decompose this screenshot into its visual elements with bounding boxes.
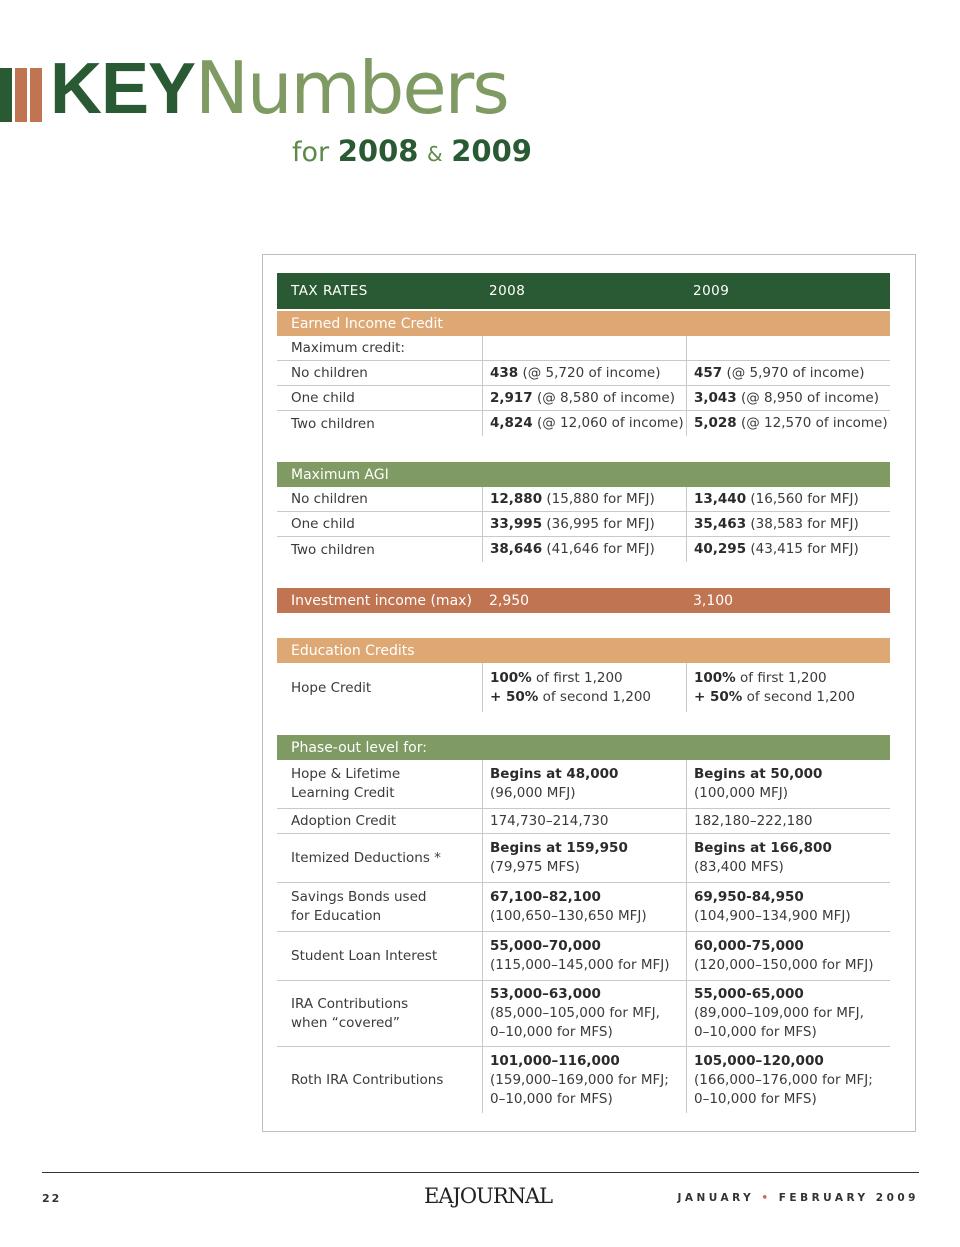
row-label-line: IRA Contributions — [291, 995, 409, 1012]
section-label: Education Credits — [291, 642, 415, 659]
header-color-bars — [0, 68, 45, 122]
value-bold: 13,440 — [694, 490, 747, 507]
cell-2009 — [686, 386, 890, 410]
section-investment-income — [277, 588, 890, 613]
value-bold: 100% — [694, 669, 736, 686]
row-label: Two children — [291, 541, 375, 558]
section-education-credits — [277, 638, 890, 663]
cell-2009 — [686, 512, 890, 536]
row-label: Two children — [291, 415, 375, 432]
cell-2009 — [686, 537, 890, 562]
value-rest: (115,000–145,000 for MFJ) — [490, 957, 670, 973]
cell-2009 — [686, 809, 890, 833]
value-rest: (89,000–109,000 for MFJ, — [694, 1005, 864, 1021]
date-separator: • — [761, 1192, 772, 1204]
value-bold: 33,995 — [490, 515, 543, 532]
value-rest: (@ 5,720 of income) — [518, 364, 661, 381]
spacer — [277, 436, 890, 462]
value-rest: (38,583 for MFJ) — [746, 515, 859, 532]
value-rest: of first 1,200 — [735, 669, 827, 686]
value-bold: 69,950-84,950 — [694, 889, 804, 905]
table-row — [277, 883, 890, 932]
row-label: One child — [291, 390, 355, 406]
value-bold: Begins at 50,000 — [694, 766, 823, 782]
investment-2009: 3,100 — [693, 592, 734, 609]
value-bold: 3,043 — [694, 389, 737, 406]
header-tax-rates: TAX RATES — [291, 283, 368, 299]
row-label — [277, 760, 482, 808]
value-rest: (16,560 for MFJ) — [746, 490, 859, 507]
row-label: Student Loan Interest — [291, 948, 438, 964]
value-bold: 12,880 — [490, 490, 543, 507]
cell-2008 — [482, 487, 686, 511]
value-bold: 2,917 — [490, 389, 533, 406]
page-number: 22 — [42, 1192, 62, 1205]
row-label: No children — [291, 365, 368, 381]
value-rest: (83,400 MFS) — [694, 859, 784, 875]
cell-2009 — [686, 411, 890, 436]
page-subtitle — [292, 134, 532, 168]
value-rest: (15,880 for MFJ) — [542, 490, 655, 507]
row-label-line: for Education — [291, 908, 382, 924]
subtitle-for: for — [292, 137, 330, 168]
row-label — [277, 981, 482, 1046]
section-phase-out — [277, 735, 890, 760]
cell-2008 — [482, 883, 686, 931]
header-2009: 2009 — [693, 283, 730, 299]
cell-2009 — [686, 834, 890, 882]
table-row — [277, 386, 890, 411]
value-bold: Begins at 159,950 — [490, 840, 628, 856]
table-row — [277, 487, 890, 512]
value-rest: 182,180–222,180 — [694, 812, 813, 829]
cell-2009 — [686, 1047, 890, 1113]
value-rest: (100,000 MFJ) — [694, 785, 789, 801]
row-label: Adoption Credit — [291, 813, 397, 829]
row-label: One child — [291, 516, 355, 532]
table-row — [277, 760, 890, 809]
value-rest: (@ 8,950 of income) — [736, 389, 880, 406]
table-row — [277, 809, 890, 834]
cell-2009 — [686, 336, 890, 360]
value-rest: 0–10,000 for MFS) — [490, 1024, 613, 1040]
section-label: Earned Income Credit — [291, 315, 443, 332]
value-bold: + 50% — [694, 688, 743, 705]
value-rest: (43,415 for MFJ) — [746, 541, 859, 557]
cell-2009 — [686, 760, 890, 808]
subtitle-year-2009: 2009 — [451, 134, 532, 168]
cell-2008 — [482, 336, 686, 360]
section-label: Phase-out level for: — [291, 739, 427, 756]
cell-2008 — [482, 411, 686, 436]
issue-month-start: JANUARY — [677, 1192, 755, 1204]
value-bold: 101,000–116,000 — [490, 1052, 620, 1069]
value-rest: 0–10,000 for MFS) — [490, 1090, 613, 1107]
spacer — [277, 613, 890, 638]
cell-2009 — [686, 663, 890, 712]
row-label: No children — [291, 491, 368, 507]
value-bold: Begins at 48,000 — [490, 766, 619, 782]
value-rest: (120,000–150,000 for MFJ) — [694, 957, 874, 973]
table-row — [277, 663, 890, 712]
value-rest: (166,000–176,000 for MFJ; — [694, 1071, 873, 1088]
cell-2009 — [686, 487, 890, 511]
title-numbers: Numbers — [195, 46, 508, 130]
section-label: Investment income (max) — [291, 592, 472, 609]
row-label-line: Savings Bonds used — [291, 889, 427, 905]
value-bold: 55,000–70,000 — [490, 938, 601, 954]
subtitle-year-2008: 2008 — [337, 134, 419, 168]
value-rest: 0–10,000 for MFS) — [694, 1090, 817, 1107]
row-label-line: Learning Credit — [291, 785, 395, 801]
value-rest: (96,000 MFJ) — [490, 785, 576, 801]
value-rest: (41,646 for MFJ) — [542, 541, 655, 557]
spacer — [277, 562, 890, 588]
table-row — [277, 361, 890, 386]
issue-month-end: FEBRUARY 2009 — [778, 1192, 919, 1204]
row-label-line: when “covered” — [291, 1014, 400, 1031]
spacer — [277, 712, 890, 735]
value-bold: 53,000–63,000 — [490, 986, 601, 1002]
value-bold: 40,295 — [694, 541, 747, 557]
value-bold: 35,463 — [694, 515, 747, 532]
journal-logo: EAJOURNAL — [424, 1184, 553, 1208]
cell-2008 — [482, 361, 686, 385]
table-row — [277, 411, 890, 436]
investment-2008: 2,950 — [489, 592, 530, 609]
table-row — [277, 336, 890, 361]
value-bold: 38,646 — [490, 541, 543, 557]
value-bold: 457 — [694, 364, 723, 381]
header-2008: 2008 — [489, 283, 526, 299]
table-row — [277, 537, 890, 562]
section-label: Maximum AGI — [291, 466, 389, 483]
value-bold: 55,000-65,000 — [694, 986, 804, 1002]
value-rest: (@ 8,580 of income) — [532, 389, 676, 406]
key-numbers-table — [277, 273, 890, 1113]
row-label-line: Hope & Lifetime — [291, 766, 401, 782]
table-row — [277, 981, 890, 1047]
rust-bar — [15, 68, 27, 122]
value-bold: + 50% — [490, 688, 539, 705]
cell-2008 — [482, 1047, 686, 1113]
value-rest: (@ 12,570 of income) — [736, 415, 888, 431]
table-header-row — [277, 273, 890, 309]
row-label: Hope Credit — [291, 679, 372, 696]
table-row — [277, 1047, 890, 1113]
title-key: KEY — [50, 49, 196, 129]
value-rest: (85,000–105,000 for MFJ, — [490, 1005, 660, 1021]
cell-2008 — [482, 981, 686, 1046]
green-bar — [0, 68, 12, 122]
value-rest: of first 1,200 — [531, 669, 623, 686]
value-rest: (100,650–130,650 MFJ) — [490, 908, 647, 924]
value-bold: 4,824 — [490, 415, 533, 431]
cell-2008 — [482, 932, 686, 980]
row-label: Roth IRA Contributions — [291, 1072, 444, 1088]
value-bold: 67,100–82,100 — [490, 889, 601, 905]
cell-2008 — [482, 834, 686, 882]
cell-2008 — [482, 537, 686, 562]
row-label: Itemized Deductions * — [291, 850, 441, 866]
value-rest: of second 1,200 — [538, 688, 652, 705]
section-earned-income-credit — [277, 311, 890, 336]
issue-date — [677, 1192, 919, 1204]
row-label: Maximum credit: — [291, 340, 405, 356]
cell-2009 — [686, 932, 890, 980]
value-rest: (79,975 MFS) — [490, 859, 580, 875]
cell-2009 — [686, 361, 890, 385]
page-title — [50, 46, 508, 130]
row-label — [277, 883, 482, 931]
value-rest: of second 1,200 — [742, 688, 856, 705]
value-bold: 60,000-75,000 — [694, 938, 804, 954]
value-bold: 438 — [490, 364, 519, 381]
cell-2008 — [482, 386, 686, 410]
cell-2008 — [482, 512, 686, 536]
footer-rule — [42, 1172, 919, 1173]
subtitle-amp: & — [427, 142, 443, 166]
table-row — [277, 512, 890, 537]
section-maximum-agi — [277, 462, 890, 487]
value-rest: (159,000–169,000 for MFJ; — [490, 1071, 669, 1088]
value-bold: 105,000–120,000 — [694, 1052, 824, 1069]
value-rest: (@ 5,970 of income) — [722, 364, 865, 381]
cell-2008 — [482, 760, 686, 808]
rust-bar-2 — [30, 68, 42, 122]
value-bold: Begins at 166,800 — [694, 840, 832, 856]
value-rest: 174,730–214,730 — [490, 812, 609, 829]
value-rest: (104,900–134,900 MFJ) — [694, 908, 851, 924]
value-bold: 5,028 — [694, 415, 737, 431]
value-rest: (@ 12,060 of income) — [532, 415, 684, 431]
cell-2009 — [686, 883, 890, 931]
cell-2008 — [482, 663, 686, 712]
table-row — [277, 932, 890, 981]
cell-2008 — [482, 809, 686, 833]
value-rest: (36,995 for MFJ) — [542, 515, 655, 532]
value-rest: 0–10,000 for MFS) — [694, 1024, 817, 1040]
table-row — [277, 834, 890, 883]
value-bold: 100% — [490, 669, 532, 686]
cell-2009 — [686, 981, 890, 1046]
